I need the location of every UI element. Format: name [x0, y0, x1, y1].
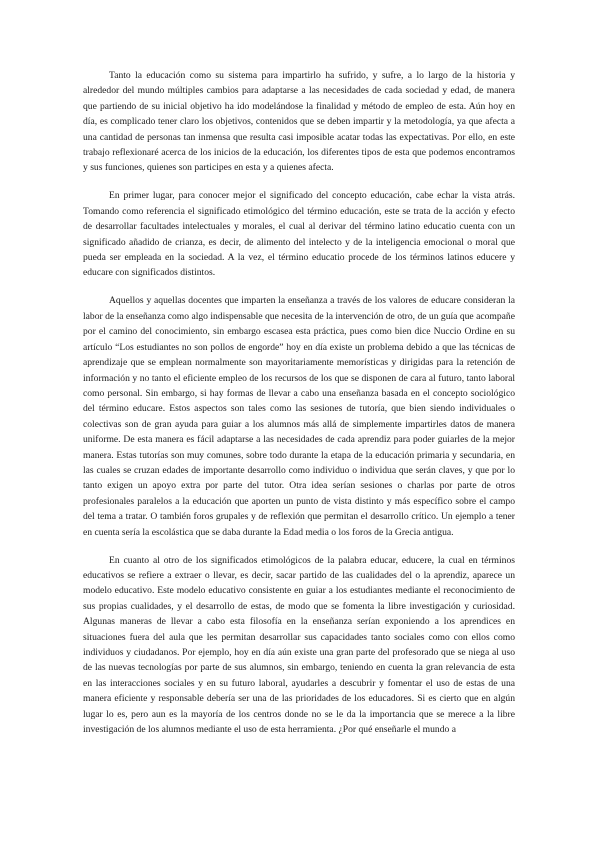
paragraph-etimologia: En primer lugar, para conocer mejor el significado del concepto educación, cabe echar la vista atrás. Tomando como referencia el significado etimológico del término educación, este se trata de la acción y efecto de desarrollar facultades intelectuales y morales, el cual al derivar del término latino educatio cuenta con un significado añadido de crianza, es decir, de alimento del intelecto y de la inteligencia emocional o moral que pueda ser empleada en la sociedad. A la vez, el término educatio procede de los términos latinos educere y educare con significados distintos.	[83, 190, 515, 279]
paragraph-educare: Aquellos y aquellas docentes que imparten la enseñanza a través de los valores de educare consideran la labor de la enseñanza como algo indispensable que necesita de la intervención de otro, de un guía que acompañe por el camino del conocimiento, sin embargo escasea esta práctica, pues como bien dice Nuccio Ordine en su artículo “Los estudiantes no son pollos de engorde” hoy en día existe un problema debido a que las técnicas de aprendizaje que se emplean normalmente son mayoritariamente memorísticas y dirigidas para la retención de información y no tanto el eficiente empleo de los recursos de los que se disponen de cara al futuro, tanto laboral como personal. Sin embargo, si hay formas de llevar a cabo una enseñanza basada en el concepto sociológico del término educare. Estos aspectos son tales como las sesiones de tutoría, que bien siendo individuales o colectivas son de gran ayuda para guiar a los alumnos más allá de simplemente impartirles datos de manera uniforme. De esta manera es fácil adaptarse a las necesidades de cada aprendiz para poder guiarles de la mejor manera. Estas tutorías son muy comunes, sobre todo durante la etapa de la educación primaria y secundaria, en las cuales se cruzan edades de importante desarrollo como individuo o individua que serán claves, y que por lo tanto exigen un apoyo extra por parte del tutor. Otra idea serían sesiones o charlas por parte de otros profesionales paralelos a la educación que aporten un punto de vista distinto y más específico sobre el campo del tema a tratar. O también foros grupales y de reflexión que permitan el desarrollo crítico. Un ejemplo a tener en cuenta sería la escolástica que se daba durante la Edad media o los foros de la Grecia antigua.	[83, 295, 515, 538]
paragraph-educere: En cuanto al otro de los significados etimológicos de la palabra educar, educere, la cual en términos educativos se refiere a extraer o llevar, es decir, sacar partido de las cualidades del o la aprendiz, aparece un modelo educativo. Este modelo educativo consistente en guiar a los estudiantes mediante el reconocimiento de sus propias cualidades, y el desarrollo de estas, de modo que se fomenta la libre investigación y curiosidad. Algunas maneras de llevar a cabo esta filosofía en la enseñanza serían exponiendo a los aprendices en situaciones fuera del aula que les permitan desarrollar sus capacidades tanto sociales como con ellos como individuos y ciudadanos. Por ejemplo, hoy en día aún existe una gran parte del profesorado que se niega al uso de las nuevas tecnologías por parte de sus alumnos, sin embargo, teniendo en cuenta la gran relevancia de esta en las interacciones sociales y en su futuro laboral, ayudarles a descubrir y fomentar el uso de estas de una manera eficiente y responsable debería ser una de las prioridades de los educadores. Si es cierto que en algún lugar lo es, pero aun es la mayoría de los centros donde no se le da la importancia que se merece a la libre investigación de los alumnos mediante el uso de esta herramienta. ¿Por qué enseñarle el mundo a	[83, 554, 515, 736]
paragraph-introduccion: Tanto la educación como su sistema para impartirlo ha sufrido, y sufre, a lo largo de la historia y alrededor del mundo múltiples cambios para adaptarse a las necesidades de cada sociedad y edad, de manera que partiendo de su inicial objetivo ha ido modelándose la finalidad y método de empleo de esta. Aún hoy en día, es complicado tener claro los objetivos, contenidos que se deben impartir y la metodología, ya que afecta a una cantidad de personas tan inmensa que resulta casi imposible acatar todas las expectativas. Por ello, en este trabajo reflexionaré acerca de los inicios de la educación, los diferentes tipos de esta que podemos encontramos y sus funciones, quienes son participes en esta y a quienes afecta.	[83, 70, 515, 174]
document-body	[83, 68, 515, 737]
